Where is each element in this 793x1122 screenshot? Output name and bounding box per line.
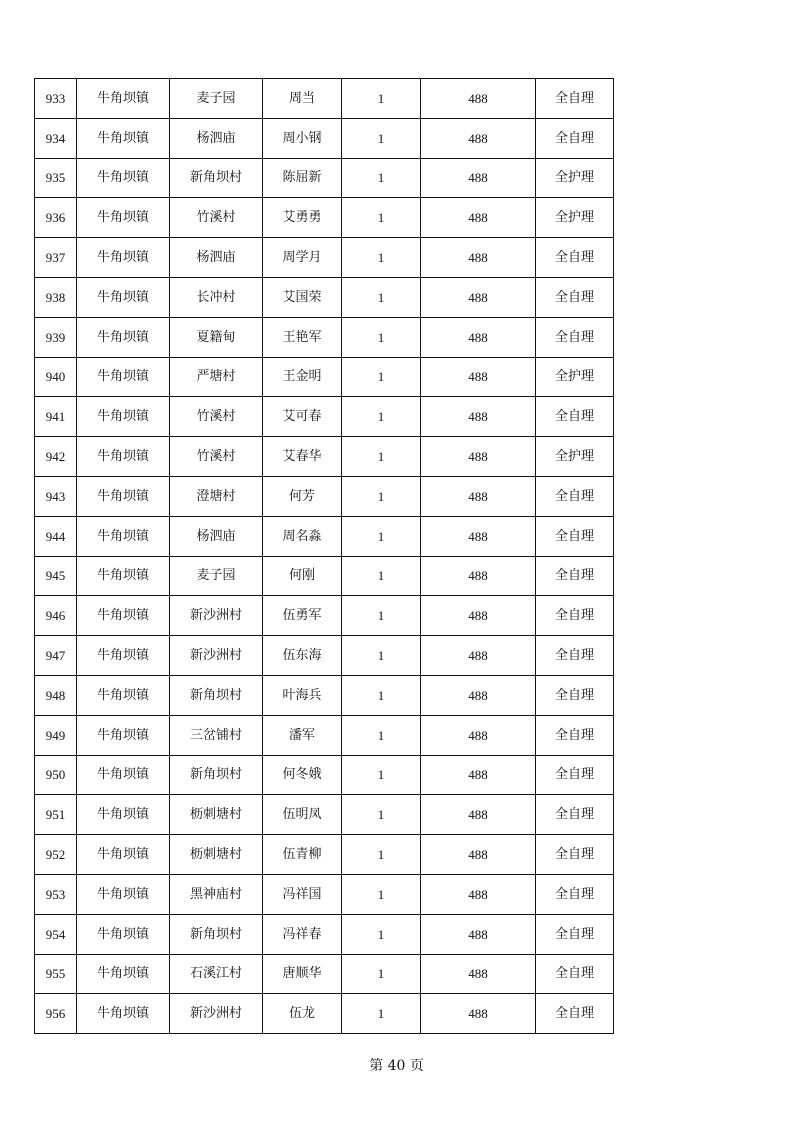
cell-village: 新沙洲村 — [170, 596, 263, 636]
cell-amount: 488 — [421, 476, 536, 516]
cell-person-name: 周小钢 — [263, 118, 342, 158]
table-row — [35, 556, 614, 596]
table-row — [35, 79, 614, 119]
table-row — [35, 516, 614, 556]
cell-village: 杨泗庙 — [170, 516, 263, 556]
cell-count: 1 — [342, 437, 421, 477]
cell-village: 杨泗庙 — [170, 238, 263, 278]
cell-care-type: 全自理 — [536, 755, 614, 795]
cell-care-type: 全护理 — [536, 437, 614, 477]
cell-serial-number: 954 — [35, 914, 77, 954]
cell-town: 牛角坝镇 — [77, 914, 170, 954]
cell-village: 竹溪村 — [170, 437, 263, 477]
cell-serial-number: 947 — [35, 636, 77, 676]
cell-person-name: 艾春华 — [263, 437, 342, 477]
table-row — [35, 954, 614, 994]
cell-amount: 488 — [421, 118, 536, 158]
cell-serial-number: 956 — [35, 994, 77, 1034]
cell-serial-number: 934 — [35, 118, 77, 158]
cell-serial-number: 948 — [35, 675, 77, 715]
cell-amount: 488 — [421, 238, 536, 278]
cell-serial-number: 938 — [35, 277, 77, 317]
cell-care-type: 全自理 — [536, 397, 614, 437]
table-row — [35, 675, 614, 715]
cell-serial-number: 944 — [35, 516, 77, 556]
cell-care-type: 全自理 — [536, 317, 614, 357]
cell-count: 1 — [342, 994, 421, 1034]
cell-care-type: 全自理 — [536, 118, 614, 158]
cell-care-type: 全自理 — [536, 556, 614, 596]
cell-person-name: 叶海兵 — [263, 675, 342, 715]
cell-person-name: 伍青柳 — [263, 835, 342, 875]
cell-count: 1 — [342, 198, 421, 238]
cell-person-name: 冯祥春 — [263, 914, 342, 954]
cell-amount: 488 — [421, 755, 536, 795]
cell-person-name: 何冬娥 — [263, 755, 342, 795]
cell-count: 1 — [342, 238, 421, 278]
cell-care-type: 全自理 — [536, 277, 614, 317]
cell-amount: 488 — [421, 835, 536, 875]
table-row — [35, 277, 614, 317]
cell-town: 牛角坝镇 — [77, 715, 170, 755]
cell-count: 1 — [342, 715, 421, 755]
cell-town: 牛角坝镇 — [77, 317, 170, 357]
cell-count: 1 — [342, 795, 421, 835]
cell-person-name: 潘军 — [263, 715, 342, 755]
cell-village: 新沙洲村 — [170, 994, 263, 1034]
cell-amount: 488 — [421, 198, 536, 238]
cell-count: 1 — [342, 835, 421, 875]
cell-person-name: 周学月 — [263, 238, 342, 278]
cell-town: 牛角坝镇 — [77, 79, 170, 119]
cell-serial-number: 950 — [35, 755, 77, 795]
cell-village: 三岔铺村 — [170, 715, 263, 755]
cell-care-type: 全护理 — [536, 198, 614, 238]
cell-care-type: 全自理 — [536, 596, 614, 636]
cell-care-type: 全自理 — [536, 954, 614, 994]
cell-village: 新角坝村 — [170, 755, 263, 795]
cell-town: 牛角坝镇 — [77, 994, 170, 1034]
cell-serial-number: 949 — [35, 715, 77, 755]
cell-town: 牛角坝镇 — [77, 198, 170, 238]
cell-village: 杨泗庙 — [170, 118, 263, 158]
cell-village: 枥刺塘村 — [170, 835, 263, 875]
table-row — [35, 158, 614, 198]
cell-care-type: 全自理 — [536, 994, 614, 1034]
cell-care-type: 全自理 — [536, 636, 614, 676]
cell-amount: 488 — [421, 596, 536, 636]
cell-amount: 488 — [421, 715, 536, 755]
table-body — [35, 79, 614, 1034]
cell-town: 牛角坝镇 — [77, 596, 170, 636]
cell-care-type: 全自理 — [536, 516, 614, 556]
table-row — [35, 835, 614, 875]
cell-care-type: 全护理 — [536, 158, 614, 198]
cell-person-name: 何刚 — [263, 556, 342, 596]
cell-village: 夏籍甸 — [170, 317, 263, 357]
table-row — [35, 476, 614, 516]
cell-amount: 488 — [421, 277, 536, 317]
cell-count: 1 — [342, 476, 421, 516]
cell-amount: 488 — [421, 795, 536, 835]
table-row — [35, 238, 614, 278]
cell-amount: 488 — [421, 994, 536, 1034]
cell-person-name: 伍东海 — [263, 636, 342, 676]
cell-care-type: 全自理 — [536, 79, 614, 119]
cell-village: 黑神庙村 — [170, 874, 263, 914]
cell-person-name: 陈屈新 — [263, 158, 342, 198]
cell-count: 1 — [342, 79, 421, 119]
cell-town: 牛角坝镇 — [77, 357, 170, 397]
cell-town: 牛角坝镇 — [77, 277, 170, 317]
cell-care-type: 全自理 — [536, 675, 614, 715]
cell-town: 牛角坝镇 — [77, 795, 170, 835]
cell-count: 1 — [342, 874, 421, 914]
cell-count: 1 — [342, 277, 421, 317]
cell-serial-number: 936 — [35, 198, 77, 238]
cell-count: 1 — [342, 158, 421, 198]
table-row — [35, 596, 614, 636]
table-row — [35, 636, 614, 676]
cell-count: 1 — [342, 556, 421, 596]
cell-care-type: 全自理 — [536, 914, 614, 954]
cell-village: 麦子园 — [170, 556, 263, 596]
cell-town: 牛角坝镇 — [77, 238, 170, 278]
cell-amount: 488 — [421, 79, 536, 119]
table-row — [35, 397, 614, 437]
cell-village: 新角坝村 — [170, 158, 263, 198]
cell-amount: 488 — [421, 437, 536, 477]
cell-amount: 488 — [421, 317, 536, 357]
cell-care-type: 全自理 — [536, 874, 614, 914]
cell-town: 牛角坝镇 — [77, 516, 170, 556]
cell-village: 新角坝村 — [170, 675, 263, 715]
cell-count: 1 — [342, 914, 421, 954]
page-number: 第 40 页 — [369, 1058, 424, 1074]
cell-person-name: 伍龙 — [263, 994, 342, 1034]
cell-count: 1 — [342, 397, 421, 437]
cell-care-type: 全自理 — [536, 835, 614, 875]
table-row — [35, 715, 614, 755]
cell-town: 牛角坝镇 — [77, 755, 170, 795]
cell-village: 石溪江村 — [170, 954, 263, 994]
cell-town: 牛角坝镇 — [77, 835, 170, 875]
cell-village: 新角坝村 — [170, 914, 263, 954]
cell-person-name: 伍勇军 — [263, 596, 342, 636]
cell-care-type: 全自理 — [536, 238, 614, 278]
cell-serial-number: 952 — [35, 835, 77, 875]
cell-count: 1 — [342, 317, 421, 357]
cell-village: 竹溪村 — [170, 198, 263, 238]
cell-count: 1 — [342, 516, 421, 556]
cell-serial-number: 945 — [35, 556, 77, 596]
cell-town: 牛角坝镇 — [77, 636, 170, 676]
cell-serial-number: 953 — [35, 874, 77, 914]
cell-village: 澄塘村 — [170, 476, 263, 516]
cell-care-type: 全自理 — [536, 715, 614, 755]
table-row — [35, 357, 614, 397]
cell-amount: 488 — [421, 954, 536, 994]
cell-count: 1 — [342, 954, 421, 994]
cell-amount: 488 — [421, 357, 536, 397]
cell-care-type: 全护理 — [536, 357, 614, 397]
data-table — [34, 78, 614, 1034]
cell-town: 牛角坝镇 — [77, 158, 170, 198]
cell-town: 牛角坝镇 — [77, 397, 170, 437]
cell-count: 1 — [342, 357, 421, 397]
table-row — [35, 755, 614, 795]
table-row — [35, 317, 614, 357]
cell-amount: 488 — [421, 397, 536, 437]
cell-amount: 488 — [421, 158, 536, 198]
cell-count: 1 — [342, 755, 421, 795]
cell-person-name: 艾勇勇 — [263, 198, 342, 238]
cell-serial-number: 951 — [35, 795, 77, 835]
cell-amount: 488 — [421, 874, 536, 914]
table-row — [35, 914, 614, 954]
cell-amount: 488 — [421, 556, 536, 596]
cell-town: 牛角坝镇 — [77, 437, 170, 477]
cell-person-name: 周名淼 — [263, 516, 342, 556]
table-row — [35, 198, 614, 238]
cell-person-name: 艾可春 — [263, 397, 342, 437]
cell-person-name: 王金明 — [263, 357, 342, 397]
cell-count: 1 — [342, 675, 421, 715]
cell-serial-number: 943 — [35, 476, 77, 516]
table-row — [35, 874, 614, 914]
cell-amount: 488 — [421, 636, 536, 676]
cell-count: 1 — [342, 636, 421, 676]
cell-village: 枥刺塘村 — [170, 795, 263, 835]
table-row — [35, 795, 614, 835]
cell-person-name: 唐顺华 — [263, 954, 342, 994]
cell-amount: 488 — [421, 675, 536, 715]
cell-village: 新沙洲村 — [170, 636, 263, 676]
cell-town: 牛角坝镇 — [77, 476, 170, 516]
table-row — [35, 994, 614, 1034]
cell-town: 牛角坝镇 — [77, 874, 170, 914]
cell-amount: 488 — [421, 516, 536, 556]
cell-count: 1 — [342, 596, 421, 636]
table-row — [35, 437, 614, 477]
cell-town: 牛角坝镇 — [77, 556, 170, 596]
cell-serial-number: 939 — [35, 317, 77, 357]
cell-person-name: 伍明凤 — [263, 795, 342, 835]
cell-count: 1 — [342, 118, 421, 158]
cell-town: 牛角坝镇 — [77, 675, 170, 715]
cell-person-name: 何芳 — [263, 476, 342, 516]
cell-care-type: 全自理 — [536, 476, 614, 516]
cell-serial-number: 955 — [35, 954, 77, 994]
cell-person-name: 艾国荣 — [263, 277, 342, 317]
cell-serial-number: 941 — [35, 397, 77, 437]
cell-village: 长冲村 — [170, 277, 263, 317]
cell-person-name: 周当 — [263, 79, 342, 119]
cell-person-name: 冯祥国 — [263, 874, 342, 914]
cell-serial-number: 935 — [35, 158, 77, 198]
cell-care-type: 全自理 — [536, 795, 614, 835]
cell-village: 麦子园 — [170, 79, 263, 119]
cell-town: 牛角坝镇 — [77, 118, 170, 158]
cell-serial-number: 942 — [35, 437, 77, 477]
cell-person-name: 王艳军 — [263, 317, 342, 357]
cell-serial-number: 937 — [35, 238, 77, 278]
cell-serial-number: 933 — [35, 79, 77, 119]
cell-amount: 488 — [421, 914, 536, 954]
cell-serial-number: 940 — [35, 357, 77, 397]
cell-town: 牛角坝镇 — [77, 954, 170, 994]
table-row — [35, 118, 614, 158]
cell-serial-number: 946 — [35, 596, 77, 636]
cell-village: 严塘村 — [170, 357, 263, 397]
cell-village: 竹溪村 — [170, 397, 263, 437]
